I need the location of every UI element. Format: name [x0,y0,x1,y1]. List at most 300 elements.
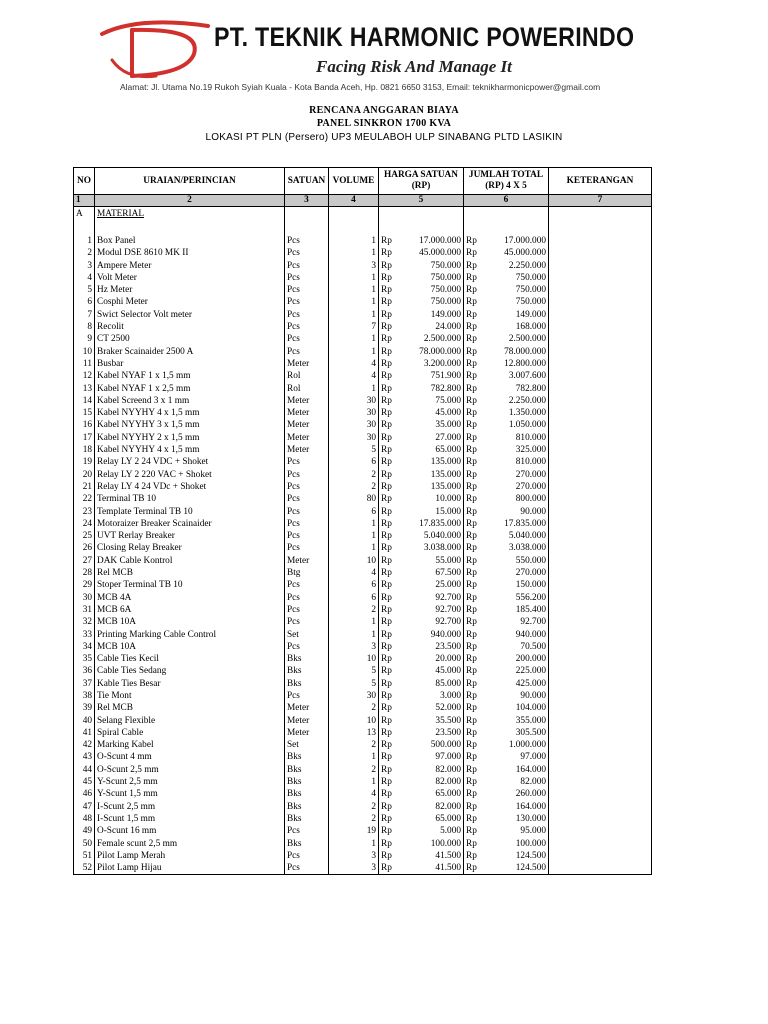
unit-price-value: 500.000 [430,740,461,751]
unit-price-value: 3.200.000 [423,358,461,369]
item-description: DAK Cable Kontrol [95,555,285,567]
item-note [549,333,652,345]
table-row [74,776,652,788]
table-row [74,469,652,481]
item-note [549,555,652,567]
item-unit-price [379,358,464,370]
currency-label: Rp [381,740,392,751]
total-value: 270.000 [515,481,546,492]
item-volume: 4 [329,370,379,382]
item-unit: Meter [285,715,329,727]
item-no: 8 [74,321,95,333]
table-row [74,567,652,579]
item-total [464,739,549,751]
item-note [549,702,652,714]
item-total [464,284,549,296]
item-unit: Bks [285,813,329,825]
item-unit: Bks [285,788,329,800]
item-note [549,419,652,431]
unit-price-value: 27.000 [435,432,461,443]
colnum-3: 3 [285,195,329,207]
item-unit: Bks [285,678,329,690]
item-description: Motoraizer Breaker Scainaider [95,518,285,530]
item-unit-price [379,788,464,800]
item-no: 33 [74,629,95,641]
item-description: Kabel NYYHY 4 x 1,5 mm [95,444,285,456]
item-description: I-Scunt 1,5 mm [95,813,285,825]
item-no: 34 [74,641,95,653]
total-value: 750.000 [515,285,546,296]
total-value: 95.000 [520,826,546,837]
table-row [74,444,652,456]
item-note [549,727,652,739]
currency-label: Rp [381,383,392,394]
colnum-7: 7 [549,195,652,207]
unit-price-value: 940.000 [430,629,461,640]
item-unit: Set [285,739,329,751]
currency-label: Rp [381,518,392,529]
item-total [464,801,549,813]
item-no: 37 [74,678,95,690]
item-no: 11 [74,358,95,370]
item-description: Kabel NYAF 1 x 1,5 mm [95,370,285,382]
total-value: 225.000 [515,666,546,677]
currency-label: Rp [466,432,477,443]
item-note [549,764,652,776]
item-unit-price [379,235,464,247]
title-line-1: RENCANA ANGGARAN BIAYA [309,105,459,116]
unit-price-value: 5.040.000 [423,531,461,542]
item-description: Swict Selector Volt meter [95,309,285,321]
item-unit-price [379,579,464,591]
currency-label: Rp [381,801,392,812]
item-description: Cable Ties Kecil [95,653,285,665]
item-unit: Pcs [285,518,329,530]
total-value: 12.800.000 [504,358,546,369]
item-volume: 1 [329,629,379,641]
item-unit-price [379,419,464,431]
item-unit-price [379,838,464,850]
spacer-row [74,221,652,235]
item-no: 48 [74,813,95,825]
item-volume: 30 [329,395,379,407]
item-no: 7 [74,309,95,321]
unit-price-value: 750.000 [430,260,461,271]
item-description: Volt Meter [95,272,285,284]
item-volume: 2 [329,702,379,714]
item-note [549,432,652,444]
item-unit: Pcs [285,862,329,875]
item-volume: 30 [329,407,379,419]
item-volume: 1 [329,383,379,395]
currency-label: Rp [381,371,392,382]
document-title [0,104,768,146]
total-value: 90.000 [520,506,546,517]
currency-label: Rp [466,358,477,369]
table-row [74,407,652,419]
table-row [74,825,652,837]
section-row [74,207,652,222]
item-note [549,518,652,530]
table-row [74,715,652,727]
item-total [464,309,549,321]
unit-price-value: 149.000 [430,309,461,320]
currency-label: Rp [466,629,477,640]
currency-label: Rp [466,580,477,591]
item-description: O-Scunt 2,5 mm [95,764,285,776]
item-unit: Pcs [285,296,329,308]
currency-label: Rp [466,690,477,701]
item-unit-price [379,850,464,862]
currency-label: Rp [381,506,392,517]
item-note [549,653,652,665]
item-unit: Pcs [285,235,329,247]
item-unit: Pcs [285,592,329,604]
item-unit-price [379,432,464,444]
item-note [549,665,652,677]
currency-label: Rp [381,395,392,406]
total-value: 82.000 [520,777,546,788]
item-volume: 1 [329,616,379,628]
item-total [464,493,549,505]
item-total [464,788,549,800]
total-value: 130.000 [515,813,546,824]
table-row [74,456,652,468]
item-volume: 4 [329,567,379,579]
item-total [464,260,549,272]
table-row [74,333,652,345]
item-note [549,690,652,702]
item-unit-price [379,518,464,530]
item-unit-price [379,530,464,542]
table-row [74,358,652,370]
item-note [549,395,652,407]
item-no: 27 [74,555,95,567]
total-value: 164.000 [515,764,546,775]
letterhead [0,0,768,100]
header-unit: SATUAN [285,168,329,195]
item-note [549,739,652,751]
currency-label: Rp [466,813,477,824]
item-volume: 2 [329,739,379,751]
table-row [74,678,652,690]
item-volume: 6 [329,506,379,518]
unit-price-value: 65.000 [435,445,461,456]
item-total [464,395,549,407]
item-unit: Pcs [285,493,329,505]
total-value: 2.250.000 [508,395,546,406]
item-note [549,444,652,456]
item-description: Female scunt 2,5 mm [95,838,285,850]
currency-label: Rp [381,592,392,603]
table-row [74,481,652,493]
item-description: Modul DSE 8610 MK II [95,247,285,259]
item-note [549,469,652,481]
item-volume: 1 [329,235,379,247]
currency-label: Rp [381,432,392,443]
currency-label: Rp [466,469,477,480]
item-volume: 1 [329,333,379,345]
currency-label: Rp [381,617,392,628]
item-total [464,272,549,284]
item-volume: 13 [329,727,379,739]
item-no: 47 [74,801,95,813]
table-row [74,727,652,739]
item-note [549,579,652,591]
item-description: Cosphi Meter [95,296,285,308]
item-no: 31 [74,604,95,616]
currency-label: Rp [466,236,477,246]
currency-label: Rp [466,654,477,665]
item-total [464,481,549,493]
unit-price-value: 97.000 [435,752,461,763]
item-note [549,751,652,763]
total-value: 782.800 [515,383,546,394]
currency-label: Rp [381,789,392,800]
item-total [464,346,549,358]
item-volume: 30 [329,432,379,444]
item-note [549,493,652,505]
total-value: 70.500 [520,641,546,652]
item-note [549,272,652,284]
item-description: Kabel NYYHY 2 x 1,5 mm [95,432,285,444]
total-value: 150.000 [515,580,546,591]
currency-label: Rp [466,727,477,738]
unit-price-value: 23.500 [435,641,461,652]
currency-label: Rp [466,420,477,431]
item-volume: 30 [329,419,379,431]
item-volume: 4 [329,788,379,800]
unit-price-value: 41.500 [435,863,461,874]
currency-label: Rp [381,297,392,308]
table-row [74,506,652,518]
item-volume: 2 [329,469,379,481]
currency-label: Rp [466,371,477,382]
item-volume: 5 [329,678,379,690]
currency-label: Rp [381,568,392,579]
currency-label: Rp [381,752,392,763]
item-total [464,850,549,862]
item-unit-price [379,629,464,641]
currency-label: Rp [381,826,392,837]
budget-table [73,167,652,875]
unit-price-value: 100.000 [430,838,461,849]
table-row [74,235,652,247]
title-line-2: PANEL SINKRON 1700 KVA [316,118,452,129]
header-total: JUMLAH TOTAL (RP) 4 X 5 [464,168,549,195]
table-row [74,272,652,284]
item-unit-price [379,739,464,751]
currency-label: Rp [381,604,392,615]
item-unit-price [379,395,464,407]
item-unit: Pcs [285,641,329,653]
item-unit: Meter [285,727,329,739]
item-no: 9 [74,333,95,345]
item-note [549,715,652,727]
item-total [464,358,549,370]
header-description: URAIAN/PERINCIAN [95,168,285,195]
table-row [74,616,652,628]
table-row [74,641,652,653]
table-row [74,850,652,862]
item-unit-price [379,247,464,259]
item-note [549,838,652,850]
item-no: 52 [74,862,95,875]
currency-label: Rp [381,629,392,640]
item-no: 16 [74,419,95,431]
table-row [74,321,652,333]
item-unit: Pcs [285,309,329,321]
currency-label: Rp [466,678,477,689]
item-unit: Meter [285,432,329,444]
item-unit: Pcs [285,284,329,296]
item-volume: 6 [329,456,379,468]
currency-label: Rp [381,272,392,283]
table-row [74,739,652,751]
item-no: 15 [74,407,95,419]
table-row [74,370,652,382]
total-value: 425.000 [515,678,546,689]
item-note [549,309,652,321]
currency-label: Rp [381,260,392,271]
item-note [549,641,652,653]
total-value: 17.835.000 [504,518,546,529]
item-volume: 1 [329,518,379,530]
item-note [549,383,652,395]
currency-label: Rp [466,248,477,259]
currency-label: Rp [466,297,477,308]
item-no: 4 [74,272,95,284]
unit-price-value: 750.000 [430,297,461,308]
table-row [74,801,652,813]
item-description: Hz Meter [95,284,285,296]
item-no: 45 [74,776,95,788]
item-unit-price [379,801,464,813]
item-no: 19 [74,456,95,468]
item-unit: Pcs [285,481,329,493]
item-unit-price [379,407,464,419]
total-value: 164.000 [515,801,546,812]
currency-label: Rp [466,494,477,505]
unit-price-value: 782.800 [430,383,461,394]
title-location: LOKASI PT PLN (Persero) UP3 MEULABOH ULP SINABANG PLTD LASIKIN [205,132,563,143]
total-value: 800.000 [515,494,546,505]
item-note [549,825,652,837]
item-unit-price [379,370,464,382]
currency-label: Rp [466,801,477,812]
item-description: Busbar [95,358,285,370]
unit-price-value: 67.500 [435,568,461,579]
company-tagline: Facing Risk And Manage It [316,57,512,76]
item-total [464,296,549,308]
unit-price-value: 75.000 [435,395,461,406]
currency-label: Rp [466,408,477,419]
item-volume: 10 [329,555,379,567]
item-description: Pilot Lamp Merah [95,850,285,862]
item-total [464,542,549,554]
currency-label: Rp [466,445,477,456]
item-description: Marking Kabel [95,739,285,751]
table-row [74,764,652,776]
currency-label: Rp [381,469,392,480]
currency-label: Rp [466,789,477,800]
table-row [74,604,652,616]
item-note [549,346,652,358]
currency-label: Rp [381,285,392,296]
item-unit-price [379,715,464,727]
item-no: 2 [74,247,95,259]
item-unit: Bks [285,665,329,677]
item-note [549,813,652,825]
total-value: 810.000 [515,432,546,443]
item-note [549,296,652,308]
table-row [74,592,652,604]
item-unit-price [379,309,464,321]
currency-label: Rp [466,740,477,751]
item-volume: 4 [329,358,379,370]
item-note [549,592,652,604]
currency-label: Rp [466,764,477,775]
item-no: 29 [74,579,95,591]
item-description: Stoper Terminal TB 10 [95,579,285,591]
item-unit-price [379,555,464,567]
item-description: O-Scunt 16 mm [95,825,285,837]
currency-label: Rp [381,457,392,468]
item-unit-price [379,542,464,554]
item-no: 30 [74,592,95,604]
item-description: UVT Rerlay Breaker [95,530,285,542]
item-note [549,530,652,542]
total-value: 325.000 [515,445,546,456]
item-unit-price [379,604,464,616]
section-label: MATERIAL [95,207,285,222]
item-volume: 1 [329,309,379,321]
currency-label: Rp [466,322,477,333]
item-unit: Pcs [285,530,329,542]
colnum-2: 2 [95,195,285,207]
unit-price-value: 25.000 [435,580,461,591]
table-row [74,346,652,358]
item-volume: 3 [329,850,379,862]
unit-price-value: 135.000 [430,457,461,468]
table-body [74,207,652,875]
currency-label: Rp [381,346,392,357]
item-total [464,592,549,604]
currency-label: Rp [466,703,477,714]
item-no: 17 [74,432,95,444]
item-volume: 1 [329,838,379,850]
table-row [74,702,652,714]
item-volume: 1 [329,346,379,358]
currency-label: Rp [381,813,392,824]
item-no: 38 [74,690,95,702]
currency-label: Rp [466,863,477,874]
total-value: 3.007.600 [508,371,546,382]
item-description: O-Scunt 4 mm [95,751,285,763]
item-unit-price [379,702,464,714]
item-note [549,260,652,272]
currency-label: Rp [466,518,477,529]
item-unit-price [379,346,464,358]
total-value: 149.000 [515,309,546,320]
item-total [464,727,549,739]
item-unit-price [379,776,464,788]
currency-label: Rp [466,481,477,492]
table-row [74,690,652,702]
item-no: 43 [74,751,95,763]
item-unit: Pcs [285,825,329,837]
item-unit-price [379,272,464,284]
